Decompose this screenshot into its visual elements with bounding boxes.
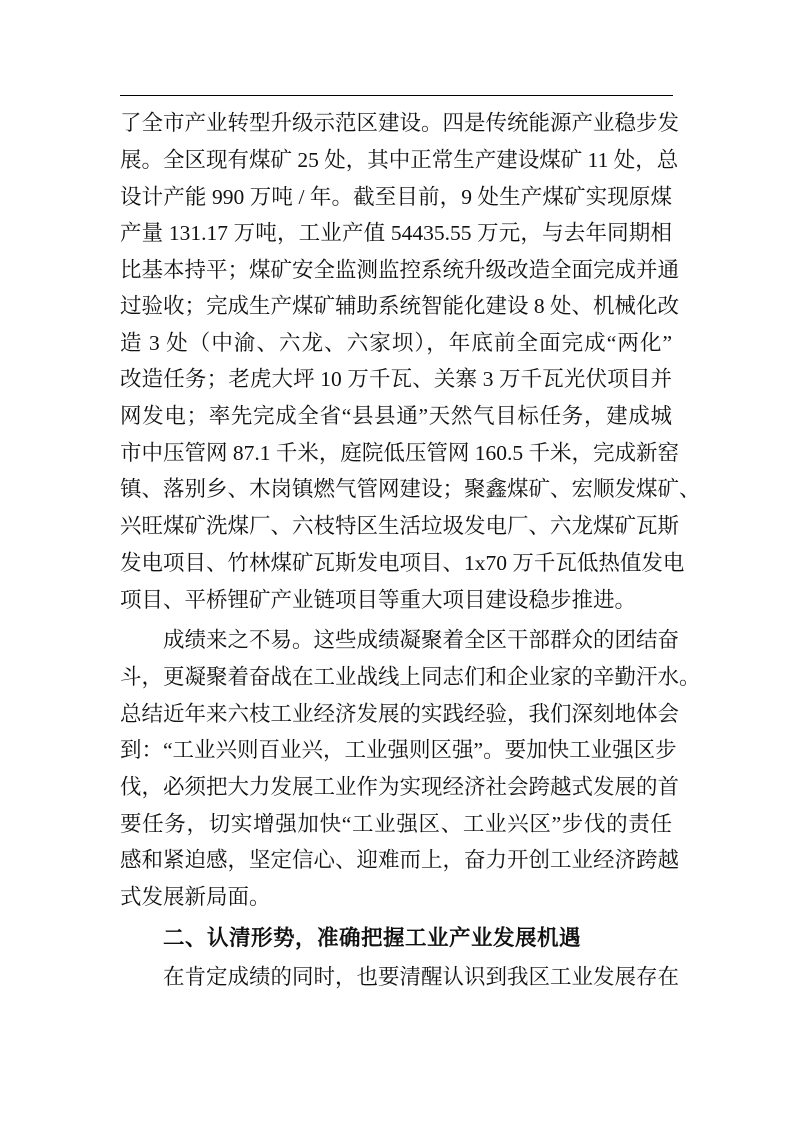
- text-line: 伐，必须把大力发展工业作为实现经济社会跨越式发展的首: [120, 775, 680, 799]
- text-line: 了全市产业转型升级示范区建设。四是传统能源产业稳步发: [120, 111, 680, 135]
- text-line: 感和紧迫感，坚定信心、迎难而上，奋力开创工业经济跨越: [120, 848, 680, 872]
- text-line: 改造任务；老虎大坪 10 万千瓦、关寨 3 万千瓦光伏项目并: [120, 367, 672, 391]
- text-line: 成绩来之不易。这些成绩凝聚着全区干部群众的团结奋: [163, 628, 680, 652]
- text-line: 展。全区现有煤矿 25 处，其中正常生产建设煤矿 11 处，总: [120, 148, 679, 172]
- text-line: 在肯定成绩的同时，也要清醒认识到我区工业发展存在: [163, 965, 680, 989]
- text-line: 产量 131.17 万吨，工业产值 54435.55 万元，与去年同期相: [120, 221, 672, 245]
- header-rule: [120, 95, 673, 96]
- text-line: 项目、平桥锂矿产业链项目等重大项目建设稳步推进。: [120, 588, 637, 612]
- section-heading: 二、认清形势，准确把握工业产业发展机遇: [163, 926, 582, 951]
- text-line: 设计产能 990 万吨 / 年。截至目前，9 处生产煤矿实现原煤: [120, 185, 672, 209]
- text-line: 市中压管网 87.1 千米，庭院低压管网 160.5 千米，完成新窑: [120, 441, 680, 465]
- text-line: 总结近年来六枝工业经济发展的实践经验，我们深刻地体会: [120, 702, 680, 726]
- text-line: 造 3 处（中渝、六龙、六家坝），年底前全面完成“两化”: [120, 331, 672, 355]
- text-line: 要任务，切实增强加快“工业强区、工业兴区”步伐的责任: [120, 812, 672, 836]
- text-line: 斗，更凝聚着奋战在工业战线上同志们和企业家的辛勤汗水。: [120, 665, 701, 689]
- text-line: 过验收；完成生产煤矿辅助系统智能化建设 8 处、机械化改: [120, 294, 680, 318]
- text-line: 发电项目、竹林煤矿瓦斯发电项目、1x70 万千瓦低热值发电: [120, 551, 685, 575]
- text-line: 镇、落别乡、木岗镇燃气管网建设；聚鑫煤矿、宏顺发煤矿、: [120, 477, 701, 501]
- text-line: 比基本持平；煤矿安全监测监控系统升级改造全面完成并通: [120, 258, 680, 282]
- text-line: 兴旺煤矿洗煤厂、六枝特区生活垃圾发电厂、六龙煤矿瓦斯: [120, 514, 680, 538]
- text-line: 式发展新局面。: [120, 885, 271, 909]
- text-line: 到：“工业兴则百业兴，工业强则区强”。要加快工业强区步: [120, 738, 677, 762]
- text-line: 网发电；率先完成全省“县县通”天然气目标任务，建成城: [120, 404, 672, 428]
